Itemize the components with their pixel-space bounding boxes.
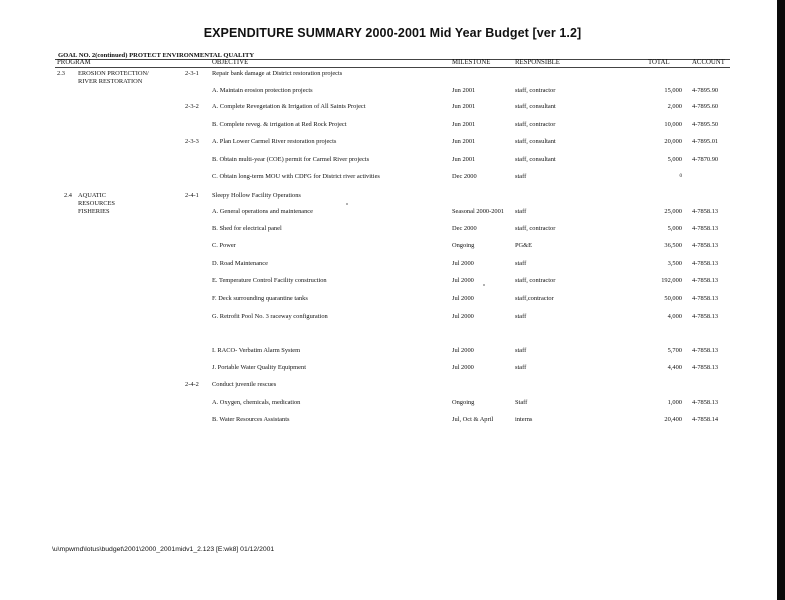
account-cell: 4-7858.13 bbox=[692, 347, 719, 354]
account-cell: 4-7858.13 bbox=[692, 277, 719, 284]
account-cell: 4-7895.50 bbox=[692, 121, 719, 128]
objective-cell: I. RACO- Verbatim Alarm System bbox=[212, 347, 301, 354]
header-top-rule bbox=[55, 59, 730, 60]
total-cell: 2,000 bbox=[667, 103, 682, 110]
milestone-cell: Jun 2001 bbox=[452, 138, 476, 145]
objective-cell: B. Obtain multi-year (COE) permit for Carmel River projects bbox=[212, 156, 370, 163]
total-cell: 10,000 bbox=[664, 121, 682, 128]
objective-cell: A. Plan Lower Carmel River restoration projects bbox=[212, 138, 337, 145]
objective-code: 2-3-2 bbox=[185, 103, 199, 110]
responsible-cell: staff bbox=[515, 260, 527, 267]
responsible-cell: staff, consultant bbox=[515, 103, 556, 110]
milestone-cell: Jul 2000 bbox=[452, 364, 474, 371]
objective-cell: C. Obtain long-term MOU with CDFG for District river activities bbox=[212, 173, 380, 180]
program-name-line: RESOURCES bbox=[78, 200, 115, 207]
account-cell: 4-7858.13 bbox=[692, 242, 719, 249]
col-header-program: PROGRAM bbox=[57, 59, 91, 66]
page-title: EXPENDITURE SUMMARY 2000-2001 Mid Year Budget [ver 1.2] bbox=[203, 26, 582, 40]
responsible-cell: staff, consultant bbox=[515, 138, 556, 145]
milestone-cell: Ongoing bbox=[452, 399, 475, 406]
program-name-line: EROSION PROTECTION/ bbox=[78, 70, 149, 77]
program-name-line: AQUATIC bbox=[78, 192, 107, 199]
total-cell: 50,000 bbox=[664, 295, 682, 302]
account-cell: 4-7858.13 bbox=[692, 208, 719, 215]
account-cell: 4-7895.90 bbox=[692, 87, 719, 94]
milestone-cell: Jul 2000 bbox=[452, 313, 474, 320]
objective-code: 2-4-2 bbox=[185, 381, 199, 388]
objective-cell: G. Retrofit Pool No. 3 raceway configuration bbox=[212, 313, 328, 320]
scan-speck bbox=[346, 203, 348, 205]
col-header-objective: OBJECTIVE bbox=[212, 59, 249, 66]
scan-edge bbox=[777, 0, 785, 600]
milestone-cell: Jul 2000 bbox=[452, 347, 474, 354]
account-cell: 4-7858.13 bbox=[692, 260, 719, 267]
total-cell: 20,000 bbox=[664, 138, 682, 145]
responsible-cell: staff bbox=[515, 208, 527, 215]
objective-cell: D. Road Maintenance bbox=[212, 260, 268, 267]
objective-group-title: Sleepy Hollow Facility Operations bbox=[212, 192, 301, 199]
goal-heading: GOAL NO. 2(continued) PROTECT ENVIRONMENTAL QUALITY bbox=[58, 52, 255, 59]
milestone-cell: Jul 2000 bbox=[452, 277, 474, 284]
responsible-cell: staff bbox=[515, 173, 527, 180]
scan-speck bbox=[483, 284, 485, 286]
program-number: 2.3 bbox=[57, 70, 65, 77]
milestone-cell: Jul, Oct & April bbox=[452, 416, 494, 423]
milestone-cell: Jul 2000 bbox=[452, 260, 474, 267]
milestone-cell: Dec 2000 bbox=[452, 225, 477, 232]
responsible-cell: staff, contractor bbox=[515, 225, 556, 232]
file-path-footer: \u\mpwmd\lotus\budget\2001\2000_2001midv1_2.123 [E:wk8] 01/12/2001 bbox=[52, 546, 275, 553]
milestone-cell: Jun 2001 bbox=[452, 87, 476, 94]
program-name-line: RIVER RESTORATION bbox=[78, 78, 143, 85]
objective-cell: A. General operations and maintenance bbox=[212, 208, 313, 215]
milestone-cell: Dec 2000 bbox=[452, 173, 477, 180]
responsible-cell: staff, contractor bbox=[515, 87, 556, 94]
col-header-account: ACCOUNT bbox=[692, 59, 725, 66]
objective-cell: B. Shed for electrical panel bbox=[212, 225, 282, 232]
milestone-cell: Jul 2000 bbox=[452, 295, 474, 302]
objective-group-title: Conduct juvenile rescues bbox=[212, 381, 277, 388]
objective-cell: A. Oxygen, chemicals, medication bbox=[212, 399, 301, 406]
responsible-cell: staff, contractor bbox=[515, 277, 556, 284]
account-cell: 4-7858.13 bbox=[692, 295, 719, 302]
objective-code: 2-3-3 bbox=[185, 138, 199, 145]
total-cell: 5,000 bbox=[667, 225, 682, 232]
total-cell: 4,400 bbox=[667, 364, 682, 371]
milestone-cell: Jun 2001 bbox=[452, 121, 476, 128]
objective-cell: A. Complete Revegetation & Irrigation of All Saints Project bbox=[212, 103, 366, 110]
account-cell: 4-7895.01 bbox=[692, 138, 719, 145]
objective-cell: J. Portable Water Quality Equipment bbox=[212, 364, 306, 371]
account-cell: 4-7858.13 bbox=[692, 364, 719, 371]
responsible-cell: staff bbox=[515, 347, 527, 354]
objective-code: 2-4-1 bbox=[185, 192, 199, 199]
milestone-cell: Jun 2001 bbox=[452, 103, 476, 110]
responsible-cell: staff,contractor bbox=[515, 295, 554, 302]
total-cell: 5,700 bbox=[667, 347, 682, 354]
responsible-cell: PG&E bbox=[515, 242, 533, 249]
col-header-total: TOTAL bbox=[648, 59, 670, 66]
objective-cell: E. Temperature Control Facility construction bbox=[212, 277, 327, 284]
responsible-cell: staff, contractor bbox=[515, 121, 556, 128]
objective-cell: C. Power bbox=[212, 242, 236, 249]
total-cell: 5,000 bbox=[667, 156, 682, 163]
account-cell: 4-7858.13 bbox=[692, 313, 719, 320]
milestone-cell: Seasonal 2000-2001 bbox=[452, 208, 505, 215]
total-cell: 3,500 bbox=[667, 260, 682, 267]
responsible-cell: Staff bbox=[515, 399, 528, 406]
total-cell: 25,000 bbox=[664, 208, 682, 215]
total-cell: 192,000 bbox=[661, 277, 682, 284]
account-cell: 4-7858.13 bbox=[692, 225, 719, 232]
objective-cell: B. Complete reveg. & irrigation at Red Rock Project bbox=[212, 121, 347, 128]
responsible-cell: interns bbox=[515, 416, 533, 423]
header-bottom-rule bbox=[55, 67, 730, 68]
total-cell: 20,400 bbox=[664, 416, 682, 423]
col-header-milestone: MILESTONE bbox=[452, 59, 491, 66]
objective-group-title: Repair bank damage at District restoration projects bbox=[212, 70, 343, 77]
account-cell: 4-7895.60 bbox=[692, 103, 719, 110]
objective-cell: B. Water Resources Assistants bbox=[212, 416, 290, 423]
total-cell: 0 bbox=[679, 174, 682, 179]
account-cell: 4-7858.13 bbox=[692, 399, 719, 406]
total-cell: 4,000 bbox=[667, 313, 682, 320]
col-header-responsible: RESPONSIBLE bbox=[515, 59, 560, 66]
objective-cell: F. Deck surrounding quarantine tanks bbox=[212, 295, 308, 302]
objective-code: 2-3-1 bbox=[185, 70, 199, 77]
program-number: 2.4 bbox=[64, 192, 72, 199]
account-cell: 4-7858.14 bbox=[692, 416, 719, 423]
total-cell: 36,500 bbox=[664, 242, 682, 249]
objective-cell: A. Maintain erosion protection projects bbox=[212, 87, 313, 94]
program-name-line: FISHERIES bbox=[78, 208, 110, 215]
responsible-cell: staff bbox=[515, 364, 527, 371]
milestone-cell: Ongoing bbox=[452, 242, 475, 249]
responsible-cell: staff bbox=[515, 313, 527, 320]
total-cell: 15,000 bbox=[664, 87, 682, 94]
account-cell: 4-7870.90 bbox=[692, 156, 719, 163]
milestone-cell: Jun 2001 bbox=[452, 156, 476, 163]
total-cell: 1,000 bbox=[667, 399, 682, 406]
responsible-cell: staff, consultant bbox=[515, 156, 556, 163]
